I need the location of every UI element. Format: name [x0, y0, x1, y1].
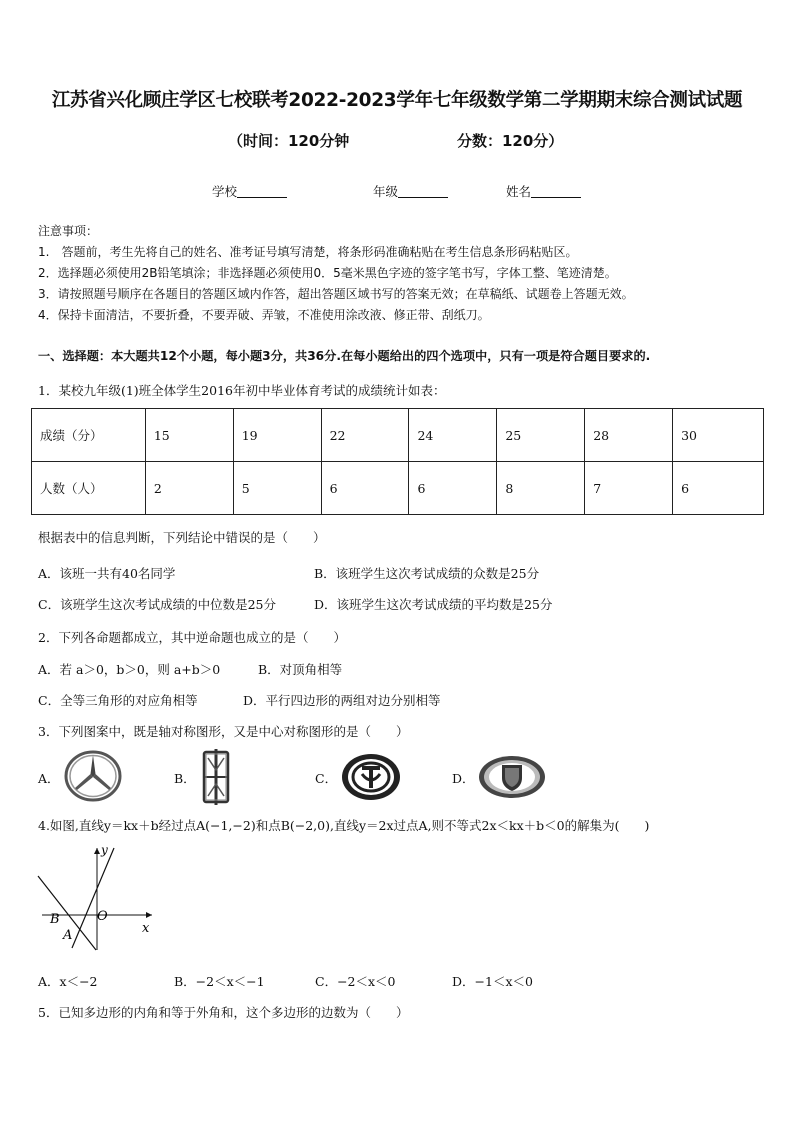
q3-option-a-label[interactable]: A． [38, 771, 60, 786]
grade-label: 年级 [373, 184, 399, 199]
q4-option-a[interactable]: A．x＜−2 [38, 974, 98, 989]
notes-heading: 注意事项： [38, 224, 99, 238]
point-b-label: B [50, 912, 60, 927]
table-cell: 28 [585, 409, 673, 462]
table-cell: 15 [145, 409, 233, 462]
table-cell: 2 [145, 462, 233, 515]
q1-option-d[interactable]: D．该班学生这次考试成绩的平均数是25分 [314, 597, 553, 612]
q1-question: 根据表中的信息判断，下列结论中错误的是（ ） [38, 530, 326, 545]
name-label: 姓名 [506, 184, 532, 199]
grade-field[interactable] [373, 182, 448, 200]
table-cell: 6 [409, 462, 497, 515]
table-cell: 5 [233, 462, 321, 515]
grade-blank[interactable] [398, 185, 448, 198]
q4-stem: 4.如图,直线y＝kx＋b经过点A(−1,−2)和点B(−2,0),直线y＝2x过点A,则不等式2x＜kx＋b＜0的解集为( ) [38, 818, 650, 833]
q1-option-c[interactable]: C．该班学生这次考试成绩的中位数是25分 [38, 597, 276, 612]
q1-option-b[interactable]: B．该班学生这次考试成绩的众数是25分 [314, 566, 540, 581]
q5-stem: 5．已知多边形的内角和等于外角和，这个多边形的边数为（ ） [38, 1005, 409, 1020]
q4-option-c[interactable]: C．−2＜x＜0 [315, 974, 396, 989]
exam-score: 分数：120分） [457, 132, 564, 150]
school-field[interactable] [212, 182, 287, 200]
q4-graph-figure [34, 842, 160, 952]
school-label: 学校 [212, 184, 238, 199]
row-header: 人数（人） [32, 462, 146, 515]
q1-stem: 1．某校九年级(1)班全体学生2016年初中毕业体育考试的成绩统计如表： [38, 383, 446, 398]
table-cell: 6 [673, 462, 764, 515]
q2-stem: 2．下列各命题都成立，其中逆命题也成立的是（ ） [38, 630, 346, 645]
table-cell: 6 [321, 462, 409, 515]
page-title: 江苏省兴化顾庄学区七校联考2022-2023学年七年级数学第二学期期末综合测试试题 [51, 90, 743, 111]
y-axis-label: y [101, 843, 108, 857]
origin-label: O [97, 909, 108, 924]
row-header: 成绩（分） [32, 409, 146, 462]
q3-option-b-label[interactable]: B． [174, 771, 196, 786]
q3-stem: 3．下列图案中，既是轴对称图形，又是中心对称图形的是（ ） [38, 724, 409, 739]
q3-option-c-label[interactable]: C． [315, 771, 338, 786]
table-cell: 30 [673, 409, 764, 462]
name-field[interactable] [506, 182, 581, 200]
table-row [32, 409, 764, 462]
school-blank[interactable] [237, 185, 287, 198]
q2-option-d[interactable]: D．平行四边形的两组对边分别相等 [243, 693, 441, 708]
q1-option-a[interactable]: A．该班一共有40名同学 [38, 566, 176, 581]
table-row [32, 462, 764, 515]
scores-table [31, 408, 764, 515]
q2-option-b[interactable]: B．对顶角相等 [258, 662, 343, 677]
name-blank[interactable] [531, 185, 581, 198]
q3-option-d-label[interactable]: D． [452, 771, 475, 786]
point-a-label: A [63, 928, 73, 943]
note-item: 1. 答题前，考生先将自己的姓名、准考证号填写清楚，将条形码准确粘贴在考生信息条形码粘贴区。 [38, 245, 578, 259]
note-item: 3．请按照题号顺序在各题目的答题区域内作答，超出答题区域书写的答案无效；在草稿纸、试题卷上答题无效。 [38, 287, 634, 301]
table-cell: 25 [497, 409, 585, 462]
table-cell: 22 [321, 409, 409, 462]
note-item: 4．保持卡面清洁，不要折叠，不要弄破、弄皱，不准使用涂改液、修正带、刮纸刀。 [38, 308, 490, 322]
table-cell: 8 [497, 462, 585, 515]
note-item: 2．选择题必须使用2B铅笔填涂；非选择题必须使用0．5毫米黑色字迹的签字笔书写，字体工整、笔迹清楚。 [38, 266, 617, 280]
lincoln-logo-icon[interactable] [202, 748, 230, 806]
great-wall-logo-icon[interactable] [477, 754, 547, 800]
table-cell: 19 [233, 409, 321, 462]
line-2x [72, 848, 114, 948]
notes-block [38, 221, 634, 326]
q2-option-a[interactable]: A．若 a＞0，b＞0，则 a+b＞0 [38, 662, 221, 677]
section-heading: 一、选择题：本大题共12个小题，每小题3分，共36分.在每小题给出的四个选项中，只有一项是符合题目要求的. [38, 349, 651, 363]
exam-time: （时间：120分钟 [228, 132, 350, 150]
q2-option-c[interactable]: C．全等三角形的对应角相等 [38, 693, 198, 708]
table-cell: 7 [585, 462, 673, 515]
table-cell: 24 [409, 409, 497, 462]
q4-option-d[interactable]: D．−1＜x＜0 [452, 974, 533, 989]
mercedes-logo-icon[interactable] [64, 750, 122, 802]
brilliance-logo-icon[interactable] [340, 752, 402, 802]
x-axis-label: x [142, 921, 150, 936]
q4-option-b[interactable]: B．−2＜x＜−1 [174, 974, 265, 989]
